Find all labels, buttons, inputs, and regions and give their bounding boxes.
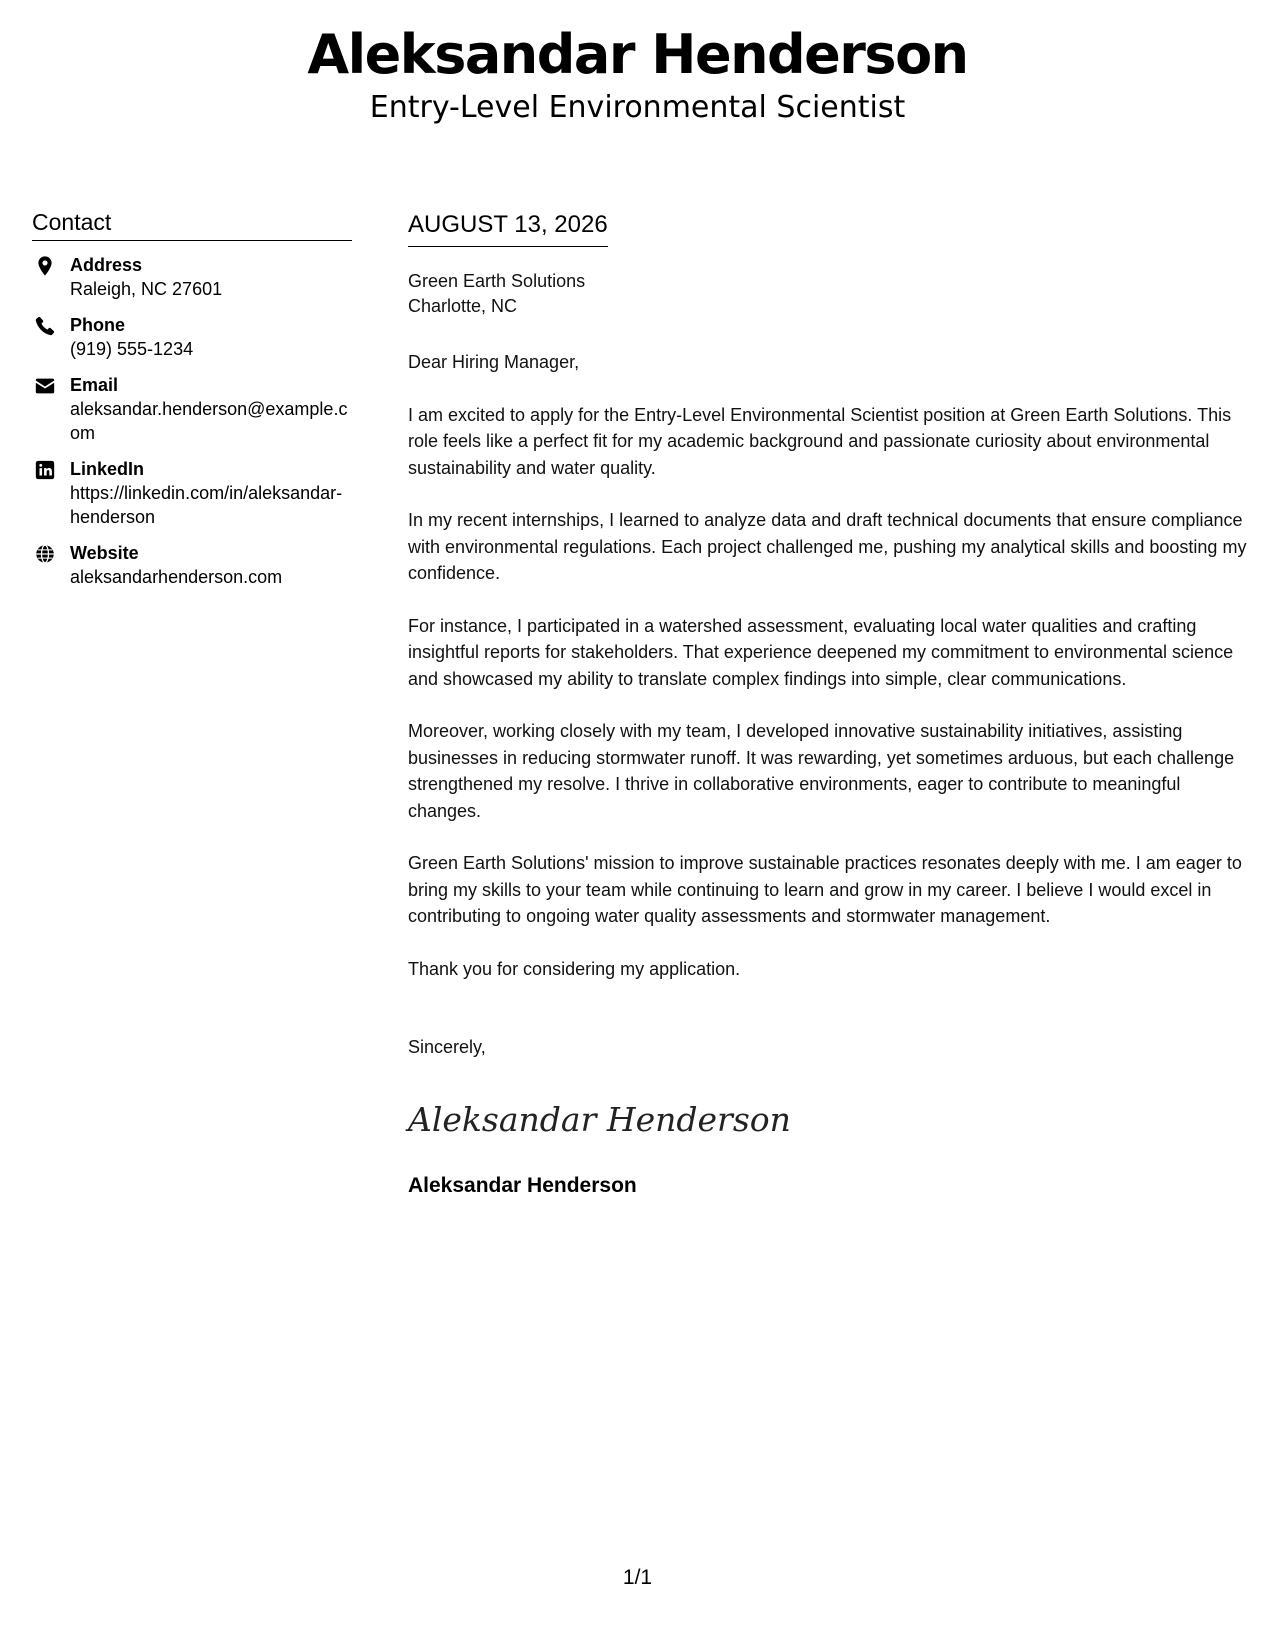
paragraph: In my recent internships, I learned to analyze data and draft technical documents that ensure compliance with environmental regulations. Each project challenged me, pushing my analytical skills and boosting my confidence. (408, 510, 1247, 583)
linkedin-value[interactable]: https://linkedin.com/in/aleksandar-henderson (70, 483, 343, 527)
email-value[interactable]: aleksandar.henderson@example.com (70, 399, 348, 443)
page-number: 1/1 (622, 1566, 653, 1589)
salutation: Dear Hiring Manager, (408, 352, 580, 372)
linkedin-icon (34, 459, 56, 481)
letter-header (0, 22, 1275, 128)
contact-heading: Contact (32, 208, 352, 241)
paragraph: I am excited to apply for the Entry-Level Environmental Scientist position at Green Earth Solutions. This role feels like a perfect fit for my academic background and passionate curiosity about environmental sustainability and water quality. (408, 404, 1232, 478)
recipient-company: Green Earth Solutions (408, 271, 586, 291)
address-label: Address (70, 255, 143, 275)
paragraph: Thank you for considering my application. (408, 958, 741, 979)
phone-label: Phone (70, 315, 126, 335)
paragraph: For instance, I participated in a watershed assessment, evaluating local water qualities and crafting insightful reports for stakeholders. That experience deepened my commitment to environmental science and showcased my ability to translate complex findings into simple, clear communications. (408, 615, 1234, 689)
paragraph: Moreover, working closely with my team, I developed innovative sustainability initiatives, assisting businesses in reducing stormwater runoff. It was rewarding, yet sometimes arduous, but each challenge strengthened my resolve. I thrive in collaborative environments, eager to contribute to meaningful changes. (408, 721, 1235, 821)
applicant-title: Entry-Level Environmental Scientist (369, 90, 906, 125)
letter-body (408, 210, 1248, 1200)
letter-date: AUGUST 13, 2026 (408, 210, 608, 247)
contact-item-email (32, 373, 352, 445)
signer-name: Aleksandar Henderson (408, 1174, 637, 1197)
contact-item-website (32, 541, 352, 589)
address-value: Raleigh, NC 27601 (70, 279, 223, 299)
contact-item-linkedin (32, 457, 352, 529)
globe-icon (34, 543, 56, 565)
phone-value[interactable]: (919) 555-1234 (70, 339, 194, 359)
contact-sidebar (32, 208, 352, 601)
phone-icon (34, 315, 56, 337)
map-pin-icon (34, 255, 56, 277)
contact-item-phone (32, 313, 352, 361)
svg-text:Aleksandar Henderson: Aleksandar Henderson (408, 1099, 791, 1139)
website-value[interactable]: aleksandarhenderson.com (70, 567, 283, 587)
paragraph: Green Earth Solutions' mission to improve sustainable practices resonates deeply with me. I am eager to bring my skills to your team while continuing to learn and grow in my career. I believe I would excel in contributing to ongoing water quality assessments and stormwater management. (408, 853, 1242, 926)
website-label: Website (70, 543, 139, 563)
envelope-icon (34, 375, 56, 397)
signature-image (408, 1093, 791, 1143)
linkedin-label: LinkedIn (70, 459, 145, 479)
applicant-name: Aleksandar Henderson (307, 23, 968, 86)
recipient-location: Charlotte, NC (408, 296, 518, 316)
closing: Sincerely, (408, 1037, 486, 1057)
recipient-block (408, 269, 1248, 319)
contact-item-address (32, 253, 352, 301)
email-label: Email (70, 375, 119, 395)
